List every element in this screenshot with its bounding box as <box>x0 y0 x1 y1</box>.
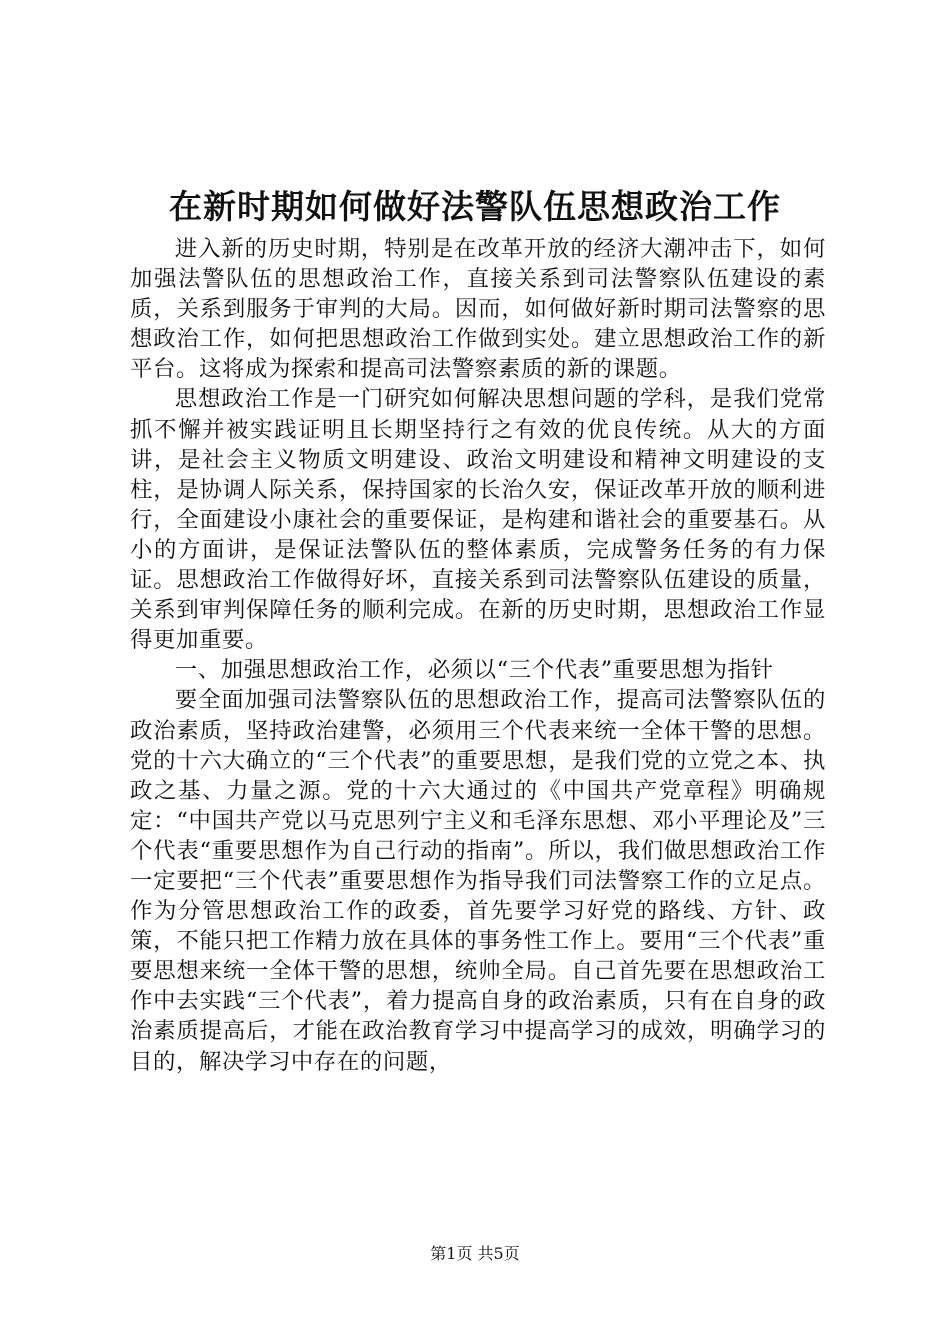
document-body <box>130 234 826 1077</box>
paragraph-intro: 进入新的历史时期，特别是在改革开放的经济大潮冲击下，如何加强法警队伍的思想政治工作，直接关系到司法警察队伍建设的素质，关系到服务于审判的大局。因而，如何做好新时期司法警察的思想政治工作，如何把思想政治工作做到实处。建立思想政治工作的新平台。这将成为探索和提高司法警察素质的新的课题。 <box>130 236 826 383</box>
paragraph-importance: 思想政治工作是一门研究如何解决思想问题的学科，是我们党常抓不懈并被实践证明且长期坚持行之有效的优良传统。从大的方面讲，是社会主义物质文明建设、政治文明建设和精神文明建设的支柱，是协调人际关系，保持国家的长治久安，保证改革开放的顺利进行，全面建设小康社会的重要保证，是构建和谐社会的重要基石。从小的方面讲，是保证法警队伍的整体素质，完成警务任务的有力保证。思想政治工作做得好坏，直接关系到司法警察队伍建设的质量，关系到审判保障任务的顺利完成。在新的历史时期，思想政治工作显得更加重要。 <box>130 386 826 654</box>
page-number-footer: 第1页 共5页 <box>430 1244 520 1263</box>
paragraph-three-represents: 要全面加强司法警察队伍的思想政治工作，提高司法警察队伍的政治素质，坚持政治建警，必须用三个代表来统一全体干警的思想。党的十六大确立的“三个代表”的重要思想，是我们党的立党之本、执政之基、力量之源。党的十六大通过的《中国共产党章程》明确规定：“中国共产党以马克思列宁主义和毛泽东思想、邓小平理论及”三个代表“重要思想作为自己行动的指南”。所以，我们做思想政治工作一定要把“三个代表”重要思想作为指导我们司法警察工作的立足点。作为分管思想政治工作的政委，首先要学习好党的路线、方针、政策，不能只把工作精力放在具体的事务性工作上。要用“三个代表”重要思想来统一全体干警的思想，统帅全局。自己首先要在思想政治工作中去实践“三个代表”，着力提高自身的政治素质，只有在自身的政治素质提高后，才能在政治教育学习中提高学习的成效，明确学习的目的，解决学习中存在的问题， <box>130 687 826 1075</box>
section-heading-one: 一、加强思想政治工作，必须以“三个代表”重要思想为指针 <box>174 657 774 684</box>
document-title: 在新时期如何做好法警队伍思想政治工作 <box>169 187 781 226</box>
